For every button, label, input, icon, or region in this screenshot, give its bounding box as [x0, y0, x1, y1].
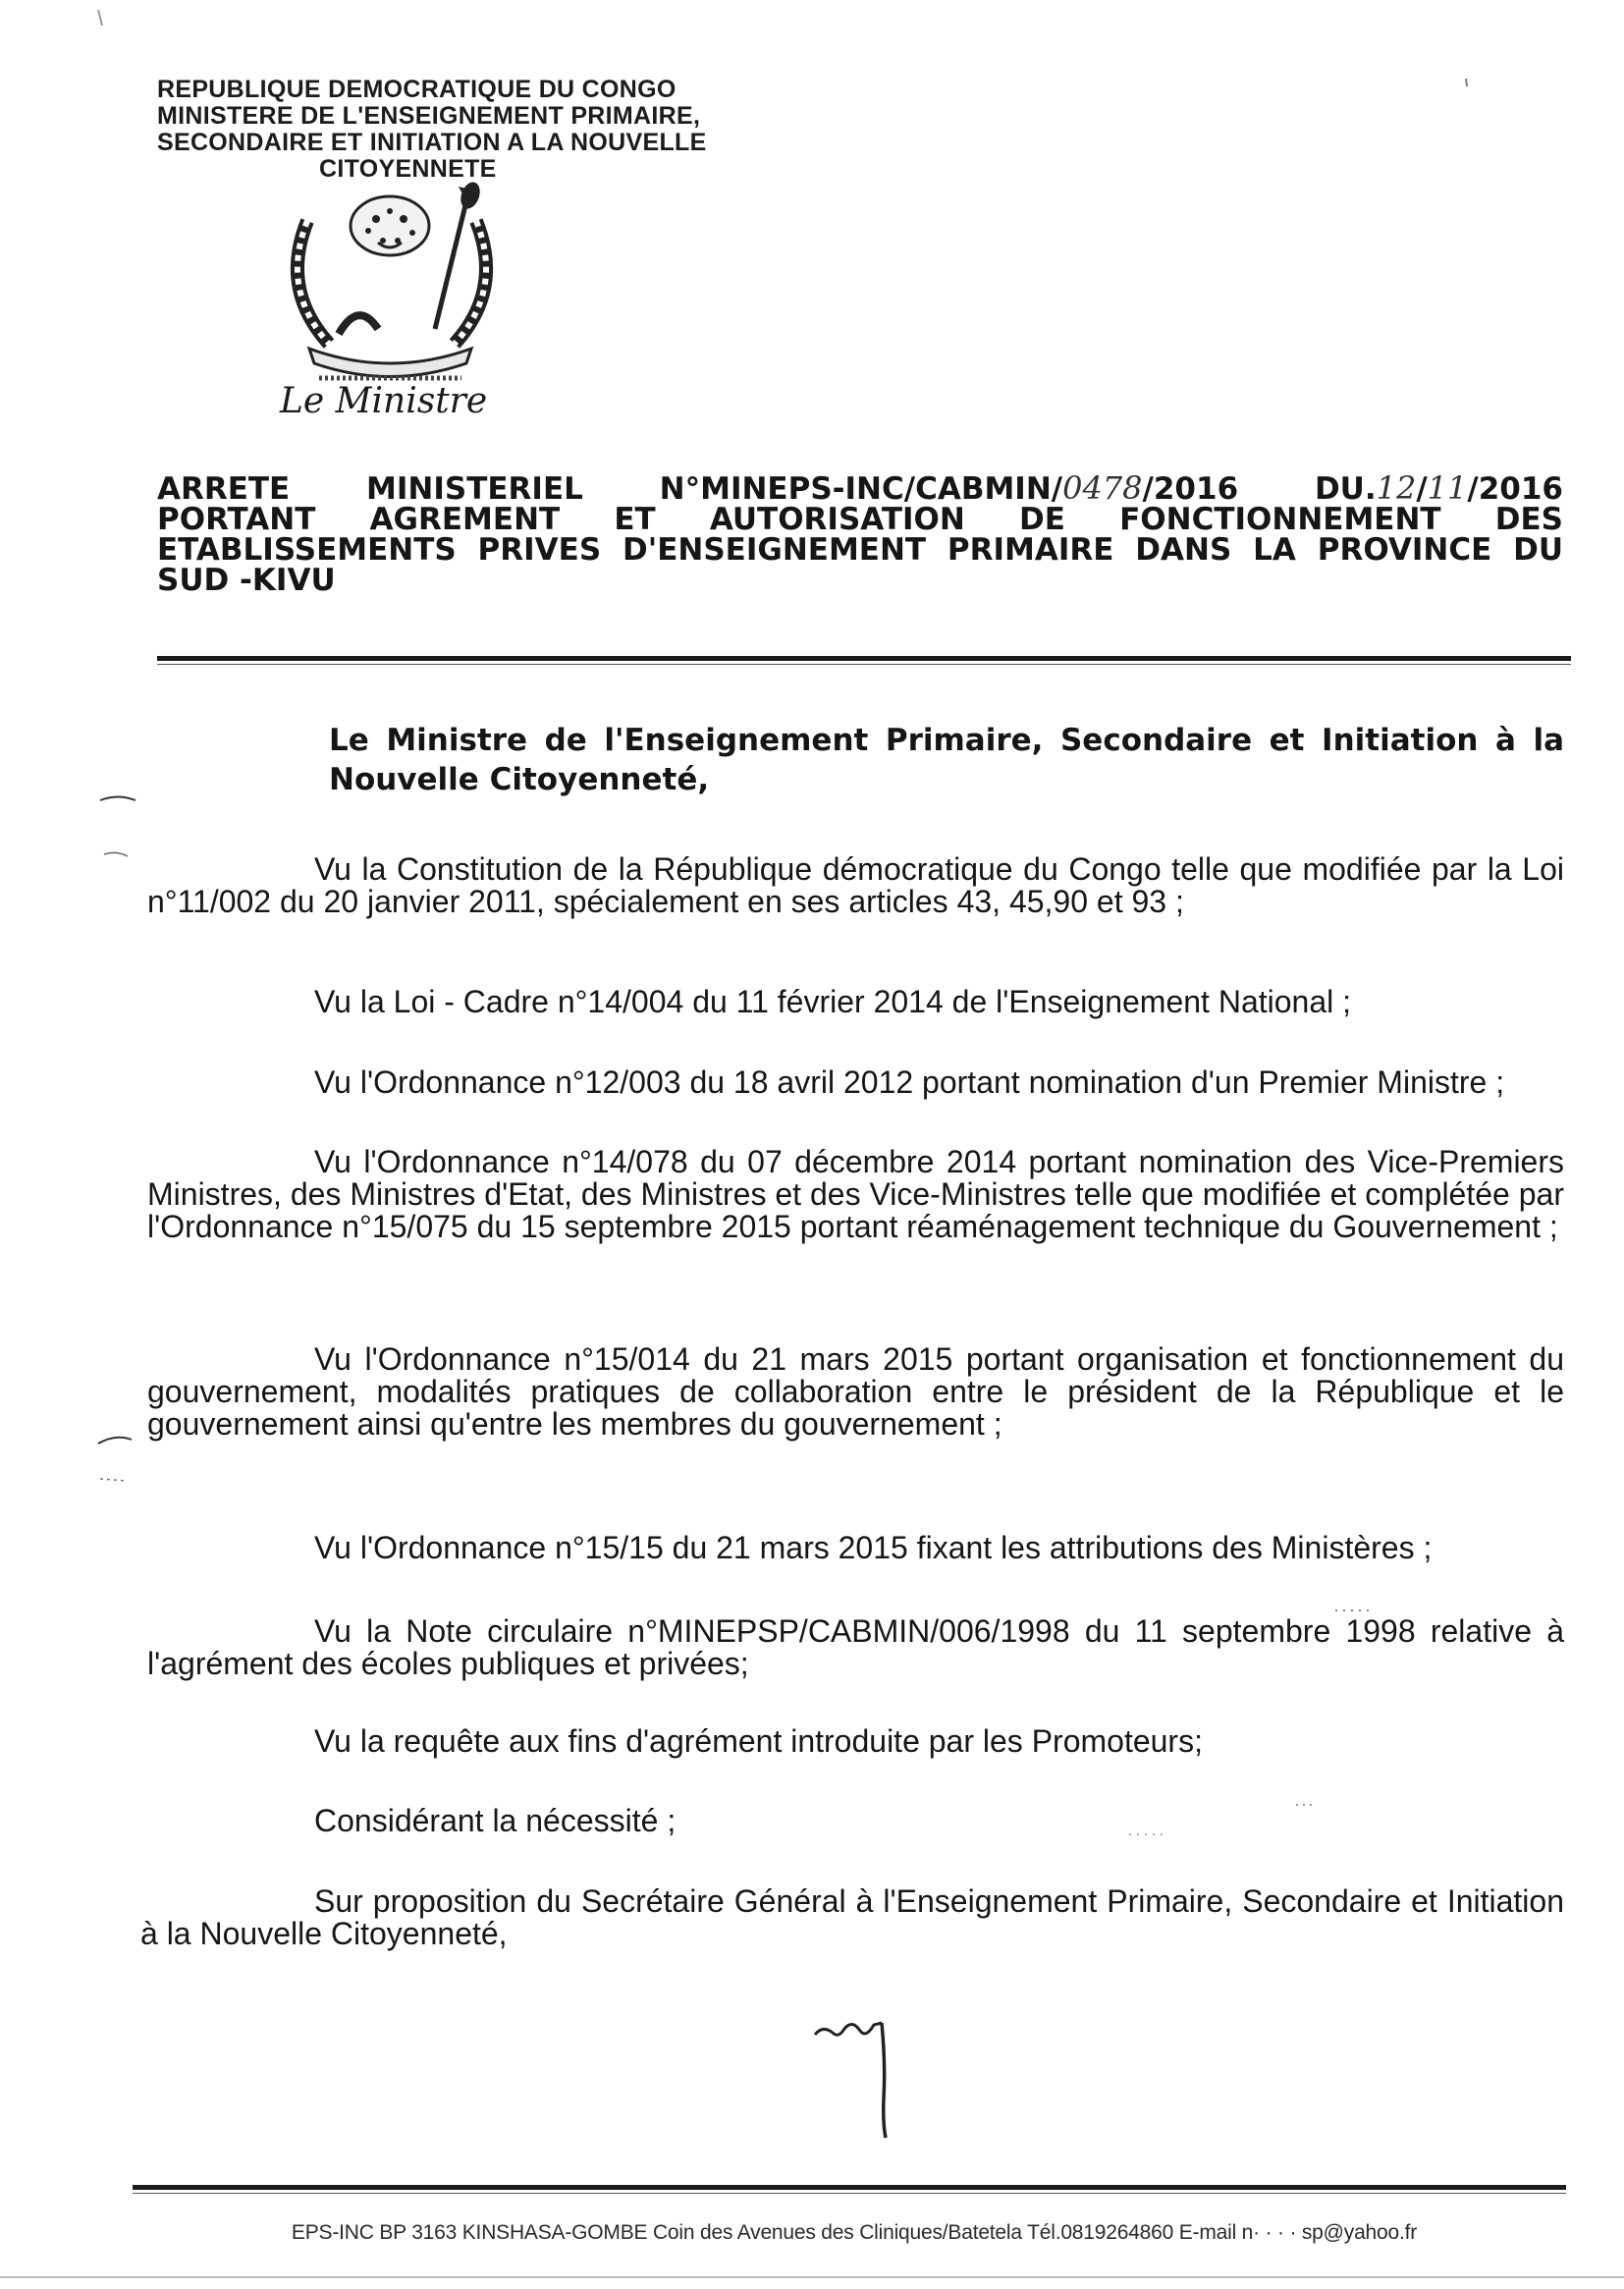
footer-address: EPS-INC BP 3163 KINSHASA-GOMBE Coin des Avenues des Cliniques/Batetela Tél.0819264860 E-mail n· · · · sp@yahoo.fr: [291, 2221, 1418, 2244]
footer-divider-thin: [133, 2193, 1566, 2194]
paragraph-considerant: Considérant la nécessité ;: [314, 1803, 677, 1838]
paragraph-ordonnance-14-078: Vu l'Ordonnance n°14/078 du 07 décembre 2014 portant nomination des Vice-Premiers Ministres, des Ministres d'Etat, des Ministres et des Vice-Ministres telle que modifiée et complétée par l'Ordonnance n°15/075 du 15 septembre 2015 portant réaménagement technique du Gouvernement ;: [147, 1144, 1564, 1244]
paragraph-ordonnance-12-003: Vu l'Ordonnance n°12/003 du 18 avril 2012 portant nomination d'un Premier Ministre ;: [314, 1064, 1505, 1100]
paragraph-requete: Vu la requête aux fins d'agrément introduite par les Promoteurs;: [314, 1723, 1203, 1759]
svg-text:· · · ·: · · · ·: [377, 356, 403, 369]
arrete-du: DU.: [1314, 471, 1377, 507]
page-bottom-edge: [0, 2276, 1624, 2278]
arrete-title: ARRETE MINISTERIEL N°MINEPS-INC/CABMIN/0478/2016 DU.12/11/2016 PORTANT AGREMENT ET AUTORISATION DE FONCTIONNEMENT DES ETABLISSEMENTS PRIVES D'ENSEIGNEMENT PRIMAIRE DANS LA PROVINCE DU SUD -KIVU: [157, 469, 1563, 598]
arrete-line-2: PORTANT AGREMENT ET AUTORISATION DE FONCTIONNEMENT DES: [157, 502, 1563, 537]
arrete-date-year: /2016: [1467, 471, 1563, 507]
paragraph-proposition: Sur proposition du Secrétaire Général à l'Enseignement Primaire, Secondaire et Initiation à la Nouvelle Citoyenneté,: [140, 1883, 1564, 1951]
coat-of-arms-icon: [270, 182, 511, 393]
arrete-date-month: 11: [1427, 469, 1468, 507]
header-line-3: SECONDAIRE ET INITIATION A LA NOUVELLE: [157, 129, 707, 156]
footer-divider: [133, 2185, 1566, 2190]
arrete-date-day: 12: [1376, 469, 1417, 507]
arrete-prefix: ARRETE MINISTERIEL N°MINEPS-INC/CABMIN/: [157, 471, 1063, 507]
paragraph-constitution: Vu la Constitution de la République démocratique du Congo telle que modifiée par la Loi n°11/002 du 20 janvier 2011, spécialement en ses articles 43, 45,90 et 93 ;: [147, 851, 1564, 919]
intro-minister: Le Ministre de l'Enseignement Primaire, Secondaire et Initiation à la Nouvelle Citoyenneté,: [329, 723, 1564, 797]
paragraph-note-circulaire: Vu la Note circulaire n°MINEPSP/CABMIN/006/1998 du 11 septembre 1998 relative à l'agrément des écoles publiques et privées;: [147, 1613, 1564, 1681]
arrete-line-3: ETABLISSEMENTS PRIVES D'ENSEIGNEMENT PRIMAIRE DANS LA PROVINCE DU: [157, 532, 1563, 568]
header-line-1: REPUBLIQUE DEMOCRATIQUE DU CONGO: [157, 76, 677, 103]
arrete-year: /2016: [1142, 471, 1239, 507]
header-line-2: MINISTERE DE L'ENSEIGNEMENT PRIMAIRE,: [157, 102, 701, 130]
header-line-4: CITOYENNETE: [319, 155, 497, 183]
arrete-number-handwritten: 0478: [1062, 469, 1143, 507]
paragraph-ordonnance-15-15: Vu l'Ordonnance n°15/15 du 21 mars 2015 fixant les attributions des Ministères ;: [314, 1530, 1433, 1565]
title-divider: [157, 656, 1571, 661]
ministry-header: [157, 77, 746, 183]
paragraph-ordonnance-15-014: Vu l'Ordonnance n°15/014 du 21 mars 2015 portant organisation et fonctionnement du gouvernement, modalités pratiques de collaboration entre le président de la République et le gouvernement ainsi qu'entre les membres du gouvernement ;: [147, 1341, 1564, 1442]
title-divider-thin: [157, 664, 1571, 665]
initials-signature-icon: [805, 2005, 923, 2153]
paragraph-loi-cadre: Vu la Loi - Cadre n°14/004 du 11 février 2014 de l'Enseignement National ;: [314, 984, 1352, 1019]
arrete-line-4: SUD -KIVU: [157, 563, 336, 598]
minister-title: Le Ministre: [280, 381, 488, 421]
